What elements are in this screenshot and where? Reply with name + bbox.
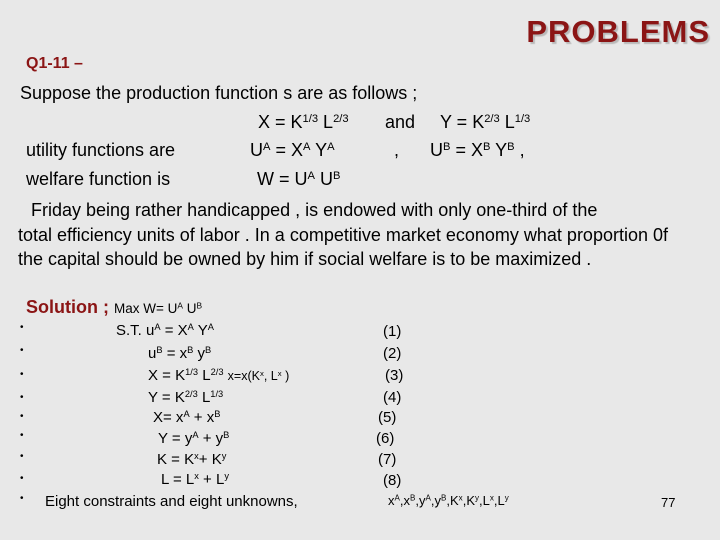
solution-heading	[26, 297, 202, 318]
unknowns-list: $x^A,x^B,y^A,y^B,K^x,K^y,L^x,L^y$	[388, 493, 509, 508]
comma: ,	[394, 140, 400, 160]
equation-number: (7)	[378, 451, 397, 468]
equation-number: (6)	[376, 430, 395, 447]
equation-number: (4)	[383, 389, 402, 406]
equation-8: $L = L^x + L^y$	[161, 470, 229, 488]
problem-paragraph	[18, 198, 678, 272]
slide-title: PROBLEMS	[526, 14, 710, 49]
question-label: Q1-11 –	[26, 55, 83, 72]
bullet: •	[20, 493, 24, 504]
bullet: •	[20, 345, 24, 356]
bullet: •	[20, 430, 24, 441]
utility-function-b: $U^B = X^B$ $Y^B$ ,	[430, 140, 525, 160]
paragraph-line-1: Friday being rather handicapped , is endowed with only one-third of the	[31, 200, 598, 220]
bullet: •	[20, 392, 24, 403]
equation-number: (1)	[383, 323, 402, 340]
solution-label: Solution ;	[26, 297, 109, 317]
bullet: •	[20, 451, 24, 462]
equation-5: $X= x^A + x^B$	[153, 408, 221, 426]
equation-1: S.T. $u^A = X^A$ $Y^A$	[116, 321, 214, 339]
equation-number: (5)	[378, 409, 397, 426]
equation-7: $K = K^x+ K^y$	[157, 450, 227, 468]
constraints-note: Eight constraints and eight unknowns,	[45, 493, 298, 510]
bullet: •	[20, 369, 24, 380]
solution-objective: Max $W= U^A$ $U^B$	[114, 300, 203, 316]
equation-number: (2)	[383, 345, 402, 362]
welfare-label: welfare function is	[26, 169, 171, 189]
equation-number: (8)	[383, 472, 402, 489]
intro-text: Suppose the production function s are as follows ;	[20, 83, 418, 103]
production-function-x: $X = K^{1/3}$ $L^{2/3}$	[258, 112, 349, 132]
production-function-y: $Y = K^{2/3}$ $L^{1/3}$	[440, 112, 531, 132]
equation-number: (3)	[385, 367, 404, 384]
bullet: •	[20, 411, 24, 422]
equation-4: $Y = K^{2/3}$ $L^{1/3}$	[148, 388, 224, 406]
welfare-function: $W = U^A$ $U^B$	[257, 169, 341, 189]
and-text: and	[385, 112, 416, 132]
utility-function-a: $U^A = X^A$ $Y^A$	[250, 140, 335, 160]
page-number: 77	[661, 495, 676, 510]
equation-6: $Y = y^A + y^B$	[158, 429, 230, 447]
bullet: •	[20, 322, 24, 333]
bullet: •	[20, 473, 24, 484]
utility-label: utility functions are	[26, 140, 176, 160]
equation-3: $X = K^{1/3}$ $L^{2/3}$ $x=x(K^x$, $L^x$ )	[148, 366, 290, 384]
paragraph-rest: total efficiency units of labor . In a competitive market economy what proportion 0f the capital should be owned by him if social welfare is to be maximized .	[18, 224, 668, 269]
equation-2: $u^B = x^B$ $y^B$	[148, 344, 212, 362]
